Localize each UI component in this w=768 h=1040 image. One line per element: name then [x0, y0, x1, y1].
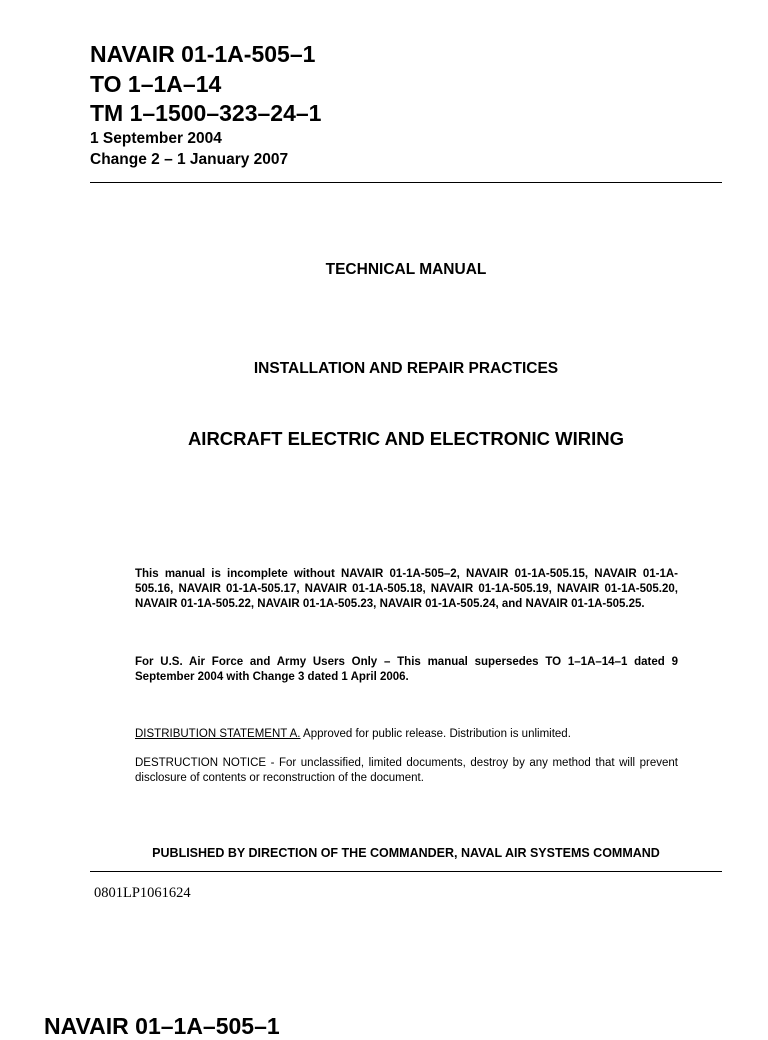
- distribution-statement: [135, 727, 678, 742]
- main-title: AIRCRAFT ELECTRIC AND ELECTRONIC WIRING: [187, 428, 625, 449]
- header-divider: [90, 182, 722, 183]
- subtitle-heading: INSTALLATION AND REPAIR PRACTICES: [253, 360, 559, 377]
- publisher-line: PUBLISHED BY DIRECTION OF THE COMMANDER, NAVAL AIR SYSTEMS COMMAND: [152, 846, 660, 860]
- doc-number-to: TO 1–1A–14: [90, 71, 222, 97]
- destruction-notice: DESTRUCTION NOTICE - For unclassified, limited documents, destroy by any method that will prevent disclosure of contents or reconstruction of the document.: [135, 757, 678, 784]
- distribution-label: DISTRIBUTION STATEMENT A.: [135, 728, 301, 740]
- supersede-notice: For U.S. Air Force and Army Users Only – This manual supersedes TO 1–1A–14–1 dated 9 September 2004 with Change 3 dated 1 April 2006.: [135, 656, 678, 683]
- next-page-header: NAVAIR 01–1A–505–1: [44, 1013, 280, 1039]
- doc-number-tm: TM 1–1500–323–24–1: [90, 100, 322, 126]
- control-number: 0801LP1061624: [94, 885, 191, 901]
- doc-number-navair: NAVAIR 01-1A-505–1: [90, 41, 316, 67]
- publication-date: 1 September 2004: [90, 130, 222, 147]
- manual-type-heading: TECHNICAL MANUAL: [325, 261, 487, 278]
- distribution-text: Approved for public release. Distribution is unlimited.: [300, 728, 571, 740]
- change-notice: Change 2 – 1 January 2007: [90, 151, 289, 168]
- incomplete-notice: This manual is incomplete without NAVAIR 01-1A-505–2, NAVAIR 01-1A-505.15, NAVAIR 01-1A-505.16, NAVAIR 01-1A-505.17, NAVAIR 01-1A-505.18, NAVAIR 01-1A-505.19, NAVAIR 01-1A-505.20, NAVAIR 01-1A-505.22, NAVAIR 01-1A-505.23, NAVAIR 01-1A-505.24, and NAVAIR 01-1A-505.25.: [135, 568, 678, 610]
- footer-divider: [90, 871, 722, 872]
